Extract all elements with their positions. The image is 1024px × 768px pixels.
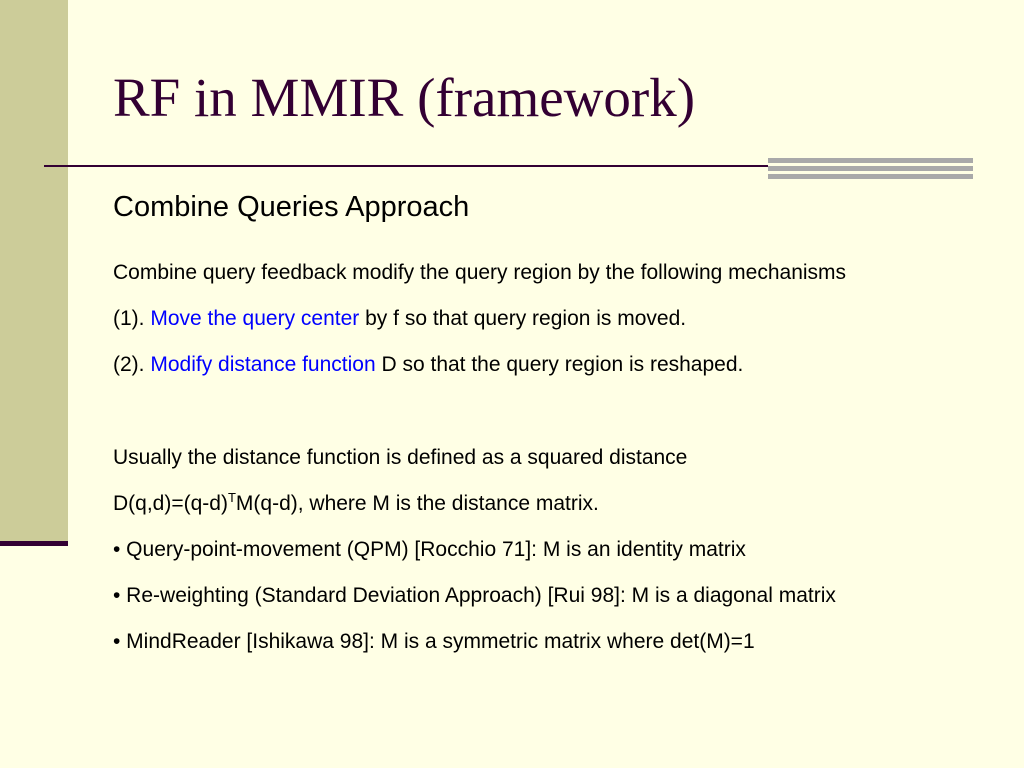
- mechanism-highlight: Move the query center: [150, 307, 360, 330]
- bullet-item: • MindReader [Ishikawa 98]: M is a symmetric matrix where det(M)=1: [113, 630, 755, 653]
- formula-superscript: T: [227, 490, 236, 505]
- divider-accent-bar: [768, 158, 973, 163]
- slide-body: [113, 185, 1003, 657]
- distance-intro: Usually the distance function is defined as a squared distance: [113, 446, 688, 469]
- mechanism-number: (2).: [113, 353, 151, 376]
- slide-subtitle: Combine Queries Approach: [113, 191, 470, 223]
- formula-before: D(q,d)=(q-d): [113, 492, 228, 515]
- distance-formula: [113, 489, 1003, 519]
- left-accent-bar: [0, 541, 68, 546]
- formula-after: M(q-d), where M is the distance matrix.: [235, 492, 599, 515]
- intro-paragraph: Combine query feedback modify the query region by the following mechanisms: [113, 261, 847, 284]
- slide-title: RF in MMIR (framework): [113, 67, 696, 128]
- left-decorative-band: [0, 0, 68, 544]
- bullet-item: • Query-point-movement (QPM) [Rocchio 71]: M is an identity matrix: [113, 538, 746, 561]
- mechanism-number: (1).: [113, 307, 151, 330]
- mechanism-text: by f so that query region is moved.: [359, 307, 687, 330]
- divider-accent-bar: [768, 174, 973, 179]
- divider-accent-bar: [768, 166, 973, 171]
- mechanism-highlight: Modify distance function: [150, 353, 376, 376]
- mechanism-item: [113, 304, 1003, 334]
- bullet-item: • Re-weighting (Standard Deviation Approach) [Rui 98]: M is a diagonal matrix: [113, 584, 836, 607]
- mechanism-text: D so that the query region is reshaped.: [375, 353, 744, 376]
- mechanism-item: [113, 350, 1003, 380]
- title-divider: [44, 165, 768, 167]
